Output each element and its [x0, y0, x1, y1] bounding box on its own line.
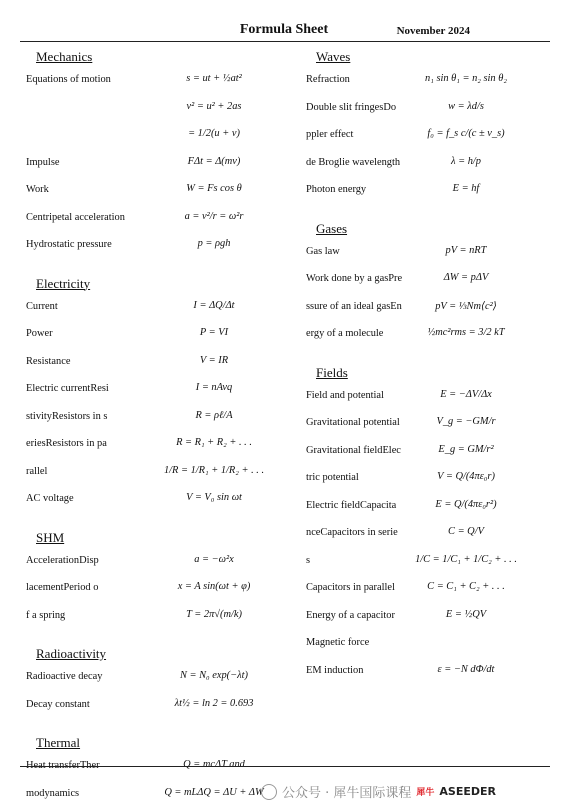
formula-expression: E = Q/(4πε₀r²)	[406, 499, 526, 510]
formula-label: Power	[26, 328, 53, 339]
formula-label: Impulse	[26, 157, 59, 168]
section-heading: Fields	[316, 364, 551, 382]
formula-expression: a = −ω²x	[150, 554, 278, 565]
formula-row	[26, 405, 286, 433]
formula-expression: λ = h/p	[406, 156, 526, 167]
formula-expression: P = VI	[150, 327, 278, 338]
formula-label: de Broglie wavelength	[306, 157, 400, 168]
section-gap	[26, 515, 286, 529]
formula-label: Double slit fringesDo	[306, 102, 396, 113]
wechat-icon	[261, 784, 277, 800]
formula-expression: R = ρℓ/A	[150, 410, 278, 421]
formula-row	[306, 521, 551, 549]
formula-expression: 1/R = 1/R₁ + 1/R₂ + . . .	[150, 465, 278, 476]
formula-label: Electric currentResi	[26, 383, 109, 394]
formula-expression: ΔW = pΔV	[406, 272, 526, 283]
formula-label: nceCapacitors in serie	[306, 527, 398, 538]
section-heading: Radioactivity	[36, 645, 286, 663]
section-gap	[26, 631, 286, 645]
formula-label: s	[306, 555, 310, 566]
formula-expression: N = N₀ exp(−λt)	[150, 670, 278, 681]
formula-label: Equations of motion	[26, 74, 111, 85]
formula-label: ppler effect	[306, 129, 353, 140]
formula-expression: Q = mLΔQ = ΔU + ΔW	[150, 787, 278, 798]
formula-expression: E = −ΔV/Δx	[406, 389, 526, 400]
formula-label: ergy of a molecule	[306, 328, 383, 339]
formula-row	[26, 151, 286, 179]
formula-label: Radioactive decay	[26, 671, 102, 682]
formula-expression: I = ΔQ/Δt	[150, 300, 278, 311]
formula-expression: FΔt = Δ(mv)	[150, 156, 278, 167]
formula-row	[26, 693, 286, 721]
formula-expression: T = 2π√(m/k)	[150, 609, 278, 620]
formula-label: Work	[26, 184, 49, 195]
formula-expression: E_g = GM/r²	[406, 444, 526, 455]
formula-expression: ½mc²rms = 3/2 kT	[406, 327, 526, 338]
formula-row	[306, 267, 551, 295]
formula-label: tric potential	[306, 472, 359, 483]
formula-row	[306, 96, 551, 124]
formula-row	[26, 350, 286, 378]
formula-expression: E = hf	[406, 183, 526, 194]
formula-label: ssure of an ideal gasEn	[306, 301, 402, 312]
formula-expression: w = λd/s	[406, 101, 526, 112]
formula-row	[26, 665, 286, 693]
formula-expression: V_g = −GM/r	[406, 416, 526, 427]
formula-label: EM induction	[306, 665, 363, 676]
formula-row	[26, 432, 286, 460]
left-column	[26, 48, 286, 809]
formula-row	[26, 549, 286, 577]
formula-row	[26, 782, 286, 809]
formula-expression: p = ρgh	[150, 238, 278, 249]
formula-expression: pV = ⅓Nm⟨c²⟩	[406, 300, 526, 312]
formula-row	[306, 659, 551, 687]
formula-expression: V = V₀ sin ωt	[150, 492, 278, 503]
formula-label: Heat transferTher	[26, 760, 100, 771]
bottom-rule	[20, 766, 550, 767]
formula-label: Photon energy	[306, 184, 366, 195]
formula-label: Energy of a capacitor	[306, 610, 395, 621]
formula-expression: 1/C = 1/C₁ + 1/C₂ + . . .	[406, 554, 526, 565]
section-heading: Waves	[316, 48, 551, 66]
formula-expression: f₀ = f_s c/(c ± v_s)	[406, 128, 526, 139]
formula-expression: C = Q/V	[406, 526, 526, 537]
section-gap	[306, 206, 551, 220]
page-date: November 2024	[397, 25, 470, 37]
formula-expression: E = ½QV	[406, 609, 526, 620]
formula-expression: = 1/2(u + v)	[150, 128, 278, 139]
formula-row	[306, 384, 551, 412]
section-gap	[26, 261, 286, 275]
formula-expression: R = R₁ + R₂ + . . .	[150, 437, 278, 448]
formula-label: AccelerationDisp	[26, 555, 99, 566]
formula-row	[306, 604, 551, 632]
formula-row	[26, 295, 286, 323]
page-title: Formula Sheet	[0, 22, 568, 38]
section-heading: Gases	[316, 220, 551, 238]
formula-row	[26, 377, 286, 405]
formula-row	[26, 96, 286, 124]
formula-row	[306, 494, 551, 522]
section-heading: Electricity	[36, 275, 286, 293]
formula-label: Resistance	[26, 356, 70, 367]
watermark	[261, 782, 496, 801]
formula-label: AC voltage	[26, 493, 74, 504]
formula-row	[26, 206, 286, 234]
watermark-brand: ASEEDER	[439, 785, 496, 798]
formula-expression: x = A sin(ωt + φ)	[150, 581, 278, 592]
formula-label: Refraction	[306, 74, 350, 85]
formula-label: eriesResistors in pa	[26, 438, 107, 449]
section-gap	[306, 350, 551, 364]
section-heading: Mechanics	[36, 48, 286, 66]
formula-row	[26, 487, 286, 515]
formula-row	[306, 549, 551, 577]
formula-expression: Q = mcΔT and	[150, 759, 278, 770]
formula-label: Hydrostatic pressure	[26, 239, 112, 250]
formula-row	[306, 178, 551, 206]
formula-row	[26, 322, 286, 350]
formula-row	[26, 123, 286, 151]
formula-row	[26, 460, 286, 488]
formula-label: Gravitational potential	[306, 417, 400, 428]
watermark-text: 公众号 · 犀牛国际课程	[282, 782, 411, 801]
formula-label: Current	[26, 301, 58, 312]
formula-row	[306, 631, 551, 659]
formula-label: Decay constant	[26, 699, 90, 710]
section-gap	[26, 720, 286, 734]
formula-label: Work done by a gasPre	[306, 273, 402, 284]
formula-row	[306, 151, 551, 179]
formula-row	[26, 576, 286, 604]
formula-label: Electric fieldCapacita	[306, 500, 396, 511]
section-heading: Thermal	[36, 734, 286, 752]
formula-expression: pV = nRT	[406, 245, 526, 256]
formula-expression: V = Q/(4πε₀r)	[406, 471, 526, 482]
formula-expression: I = nAvq	[150, 382, 278, 393]
right-column	[306, 48, 551, 686]
formula-label: Centripetal acceleration	[26, 212, 125, 223]
formula-row	[306, 576, 551, 604]
formula-row	[306, 466, 551, 494]
formula-label: Capacitors in parallel	[306, 582, 395, 593]
formula-label: lacementPeriod o	[26, 582, 98, 593]
section-heading: SHM	[36, 529, 286, 547]
formula-row	[26, 233, 286, 261]
formula-label: f a spring	[26, 610, 65, 621]
formula-row	[306, 411, 551, 439]
formula-expression: a = v²/r = ω²r	[150, 211, 278, 222]
formula-expression: n₁ sin θ₁ = n₂ sin θ₂	[406, 73, 526, 84]
formula-expression: V = IR	[150, 355, 278, 366]
formula-label: rallel	[26, 466, 47, 477]
formula-expression: C = C₁ + C₂ + . . .	[406, 581, 526, 592]
formula-label: stivityResistors in s	[26, 411, 107, 422]
formula-row	[306, 322, 551, 350]
formula-row	[306, 240, 551, 268]
formula-label: Gravitational fieldElec	[306, 445, 401, 456]
formula-row	[26, 68, 286, 96]
formula-row	[306, 439, 551, 467]
formula-row	[306, 123, 551, 151]
formula-row	[26, 604, 286, 632]
formula-label: Magnetic force	[306, 637, 369, 648]
formula-expression: v² = u² + 2as	[150, 101, 278, 112]
formula-expression: λt½ = ln 2 = 0.693	[150, 698, 278, 709]
formula-expression: ε = −N dΦ/dt	[406, 664, 526, 675]
formula-label: Gas law	[306, 246, 340, 257]
formula-row	[26, 178, 286, 206]
watermark-logo: 犀牛	[416, 785, 434, 798]
formula-label: Field and potential	[306, 390, 384, 401]
formula-row	[306, 68, 551, 96]
formula-expression: s = ut + ½at²	[150, 73, 278, 84]
formula-row	[306, 295, 551, 323]
formula-label: modynamics	[26, 788, 79, 799]
formula-row	[26, 754, 286, 782]
top-rule	[20, 41, 550, 42]
formula-expression: W = Fs cos θ	[150, 183, 278, 194]
